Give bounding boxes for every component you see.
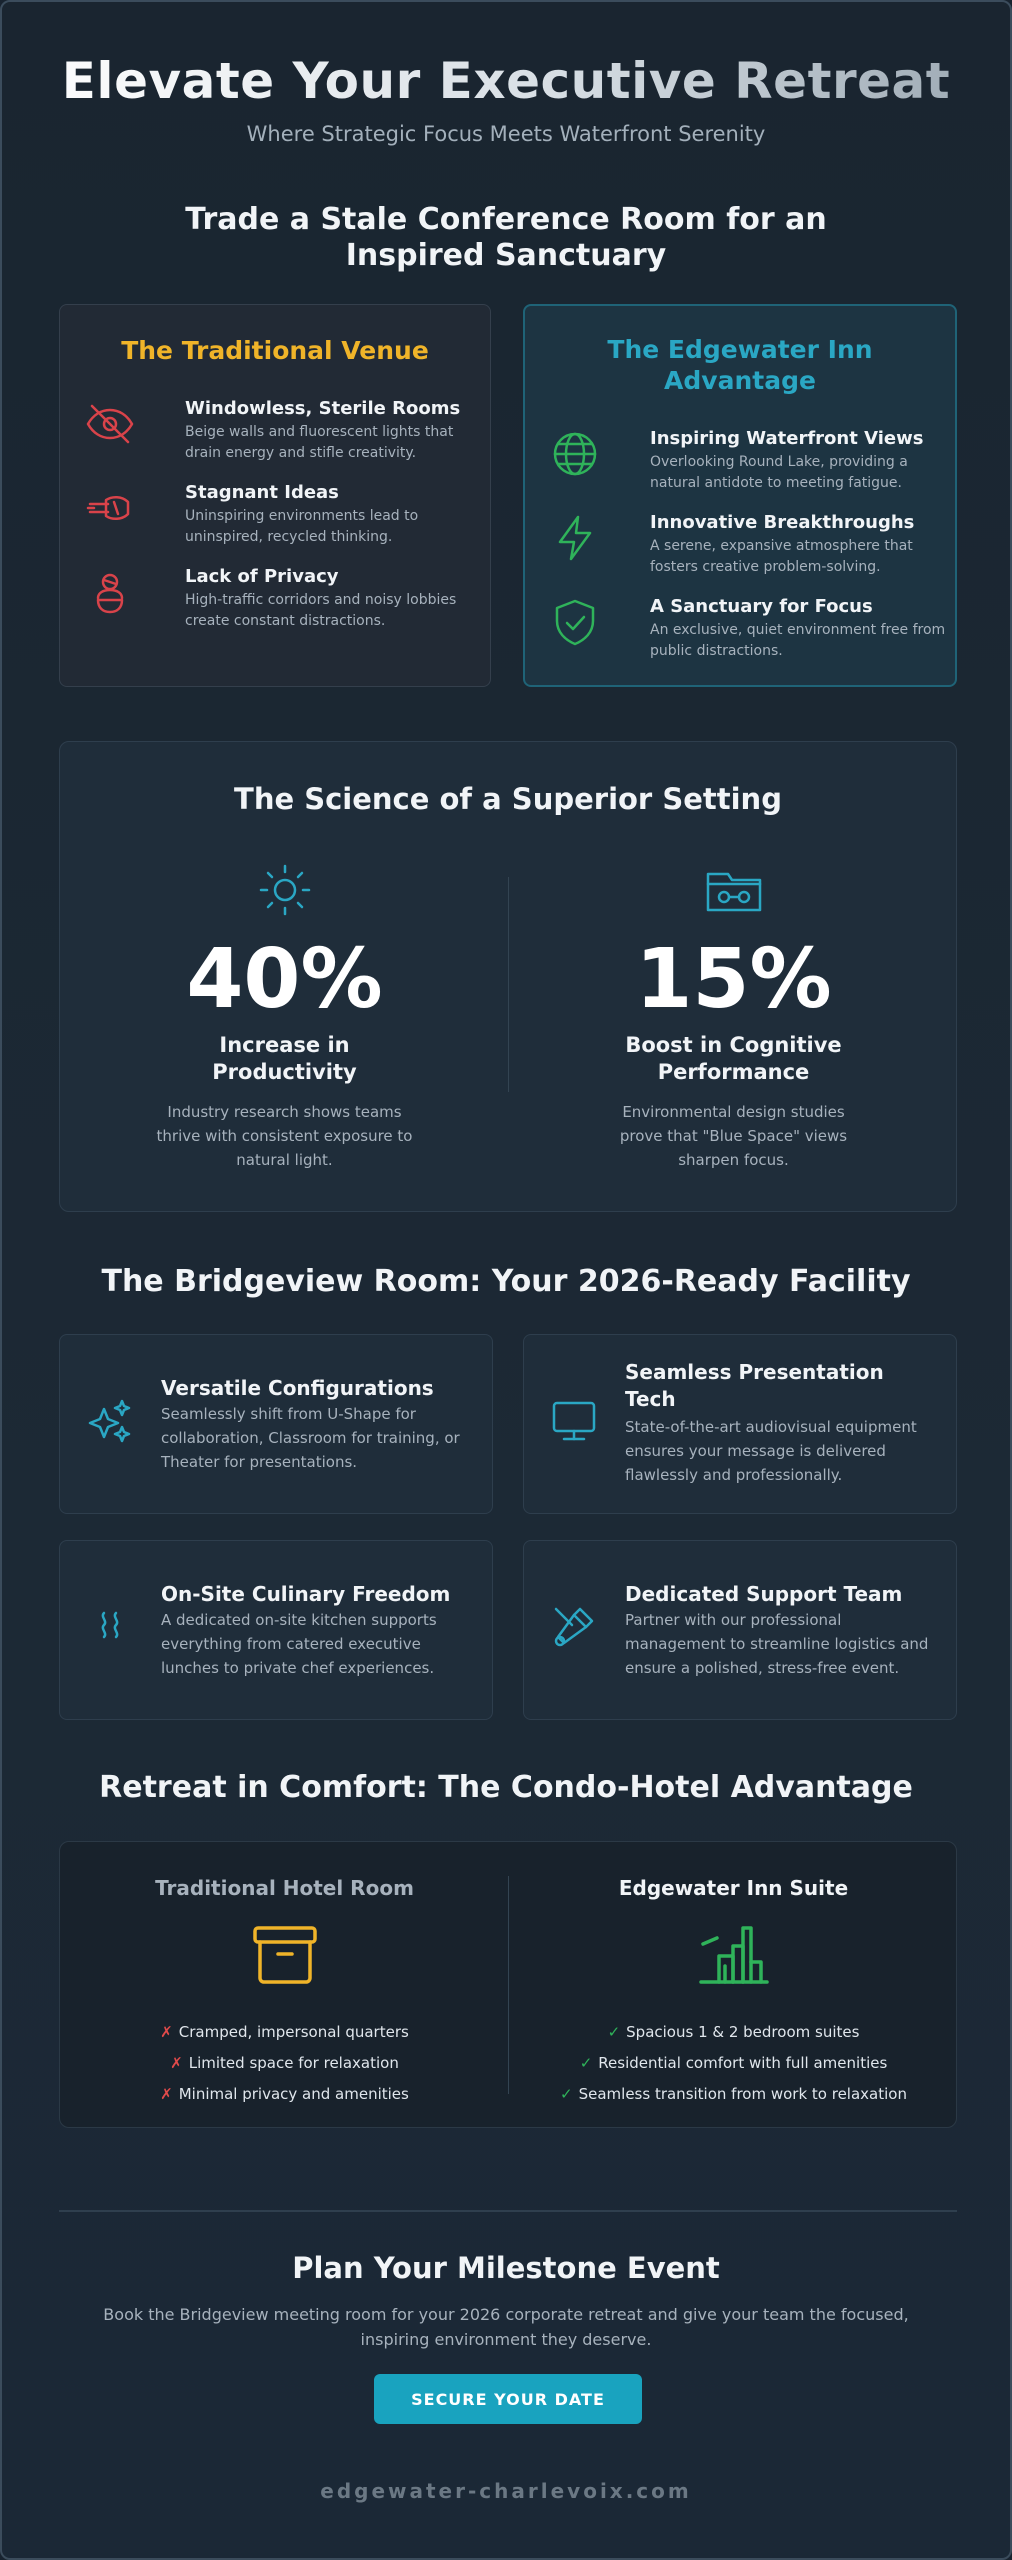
edgewater-suite-heading: Edgewater Inn Suite bbox=[618, 1876, 849, 1900]
science-title: The Science of a Superior Setting bbox=[234, 782, 782, 816]
list-item: ✗ Limited space for relaxation bbox=[170, 2054, 399, 2072]
facility-card-desc: State-of-the-art audiovisual equipment ensures your message is delivered flawlessly and professionally. bbox=[625, 1418, 917, 1484]
traditional-hotel-list bbox=[60, 2017, 509, 2110]
edgewater-advantage-heading: The Edgewater Inn Advantage bbox=[607, 335, 873, 395]
feature-title: Windowless, Sterile Rooms bbox=[185, 398, 461, 419]
list-item: ✓ Seamless transition from work to relaxation bbox=[560, 2085, 907, 2103]
facility-card-desc: Seamlessly shift from U-Shape for collaboration, Classroom for training, or Theater for presentations. bbox=[161, 1405, 460, 1471]
folder-icon bbox=[509, 862, 958, 918]
stat-label: Boost in Cognitive Performance bbox=[625, 1033, 842, 1084]
feature-title: Inspiring Waterfront Views bbox=[650, 428, 924, 449]
stat-productivity bbox=[60, 742, 509, 1213]
feature-title: Stagnant Ideas bbox=[185, 482, 339, 503]
feature-title: Innovative Breakthroughs bbox=[650, 512, 915, 533]
traditional-venue-heading: The Traditional Venue bbox=[121, 336, 429, 365]
feature-desc: Uninspiring environments lead to uninspired, recycled thinking. bbox=[185, 508, 419, 545]
section-divider bbox=[59, 2210, 957, 2212]
cta-title: Plan Your Milestone Event bbox=[292, 2251, 720, 2285]
comfort-title: Retreat in Comfort: The Condo-Hotel Advantage bbox=[99, 1770, 913, 1805]
broken-bulb-icon bbox=[84, 482, 136, 534]
facility-title: The Bridgeview Room: Your 2026-Ready Facility bbox=[101, 1264, 911, 1299]
tools-icon bbox=[548, 1601, 600, 1653]
facility-card-title: Seamless Presentation Tech bbox=[625, 1360, 884, 1411]
building-icon bbox=[509, 1922, 958, 1992]
list-item: ✗ Cramped, impersonal quarters bbox=[160, 2023, 409, 2041]
stat-desc: Environmental design studies prove that "Blue Space" views sharpen focus. bbox=[619, 1103, 848, 1169]
stat-value: 15% bbox=[635, 932, 832, 1027]
feature-item bbox=[549, 596, 949, 666]
feature-title: Lack of Privacy bbox=[185, 566, 339, 587]
box-icon bbox=[60, 1922, 509, 1992]
steam-icon bbox=[84, 1601, 136, 1653]
check-mark-icon: ✓ bbox=[560, 2085, 573, 2103]
feature-desc: Overlooking Round Lake, providing a natural antidote to meeting fatigue. bbox=[650, 454, 908, 491]
sparkles-icon bbox=[84, 1395, 136, 1447]
feature-item bbox=[549, 512, 949, 582]
edgewater-advantage-card bbox=[523, 304, 957, 687]
traditional-hotel-column bbox=[60, 1842, 509, 2129]
facility-card bbox=[523, 1334, 957, 1514]
feature-item bbox=[84, 398, 484, 468]
facility-card-title: Versatile Configurations bbox=[161, 1376, 434, 1400]
list-item: ✗ Minimal privacy and amenities bbox=[160, 2085, 409, 2103]
check-mark-icon: ✓ bbox=[607, 2023, 621, 2041]
facility-card bbox=[523, 1540, 957, 1720]
feature-item bbox=[549, 428, 949, 498]
stat-cognitive bbox=[509, 742, 958, 1213]
shield-check-icon bbox=[549, 596, 601, 648]
facility-card-desc: A dedicated on-site kitchen supports everything from catered executive lunches to private chef experiences. bbox=[161, 1611, 437, 1677]
science-section bbox=[59, 741, 957, 1212]
list-item: ✓ Residential comfort with full amenities bbox=[579, 2054, 888, 2072]
traditional-hotel-heading: Traditional Hotel Room bbox=[155, 1876, 414, 1900]
hero-subtitle: Where Strategic Focus Meets Waterfront Serenity bbox=[246, 122, 766, 146]
x-mark-icon: ✗ bbox=[170, 2054, 183, 2072]
globe-icon bbox=[549, 428, 601, 480]
hero-title: Elevate Your Executive Retreat bbox=[2, 52, 1010, 110]
feature-title: A Sanctuary for Focus bbox=[650, 596, 873, 617]
sun-icon bbox=[60, 862, 509, 918]
facility-card bbox=[59, 1540, 493, 1720]
feature-desc: High-traffic corridors and noisy lobbies create constant distractions. bbox=[185, 592, 457, 629]
feature-desc: Beige walls and fluorescent lights that drain energy and stifle creativity. bbox=[185, 424, 454, 461]
x-mark-icon: ✗ bbox=[160, 2023, 173, 2041]
stat-value: 40% bbox=[186, 932, 383, 1027]
feature-desc: A serene, expansive atmosphere that fosters creative problem-solving. bbox=[650, 538, 913, 575]
footer-site-link[interactable]: edgewater-charlevoix.com bbox=[320, 2479, 692, 2503]
facility-card-title: Dedicated Support Team bbox=[625, 1582, 903, 1606]
secure-your-date-button[interactable]: SECURE YOUR DATE bbox=[374, 2374, 642, 2424]
comparison-title: Trade a Stale Conference Room for an Inspired Sanctuary bbox=[185, 202, 827, 273]
check-mark-icon: ✓ bbox=[579, 2054, 593, 2072]
edgewater-suite-column bbox=[509, 1842, 958, 2129]
edgewater-suite-list bbox=[509, 2017, 958, 2110]
feature-desc: An exclusive, quiet environment free from public distractions. bbox=[650, 622, 946, 659]
feature-item bbox=[84, 566, 484, 636]
comfort-section bbox=[59, 1841, 957, 2128]
stat-desc: Industry research shows teams thrive with consistent exposure to natural light. bbox=[156, 1103, 413, 1169]
facility-card bbox=[59, 1334, 493, 1514]
x-mark-icon: ✗ bbox=[160, 2085, 173, 2103]
privacy-icon bbox=[84, 566, 136, 618]
list-item: ✓ Spacious 1 & 2 bedroom suites bbox=[607, 2023, 860, 2041]
cta-desc: Book the Bridgeview meeting room for your 2026 corporate retreat and give your team the focused, inspiring environment they deserve. bbox=[103, 2305, 909, 2349]
facility-card-desc: Partner with our professional management to streamline logistics and ensure a polished, stress-free event. bbox=[625, 1611, 929, 1677]
eye-off-icon bbox=[84, 398, 136, 450]
lightning-icon bbox=[549, 512, 601, 564]
feature-item bbox=[84, 482, 484, 552]
monitor-icon bbox=[548, 1395, 600, 1447]
facility-card-title: On-Site Culinary Freedom bbox=[161, 1582, 451, 1606]
stat-label: Increase in Productivity bbox=[212, 1033, 357, 1084]
traditional-venue-card bbox=[59, 304, 491, 687]
